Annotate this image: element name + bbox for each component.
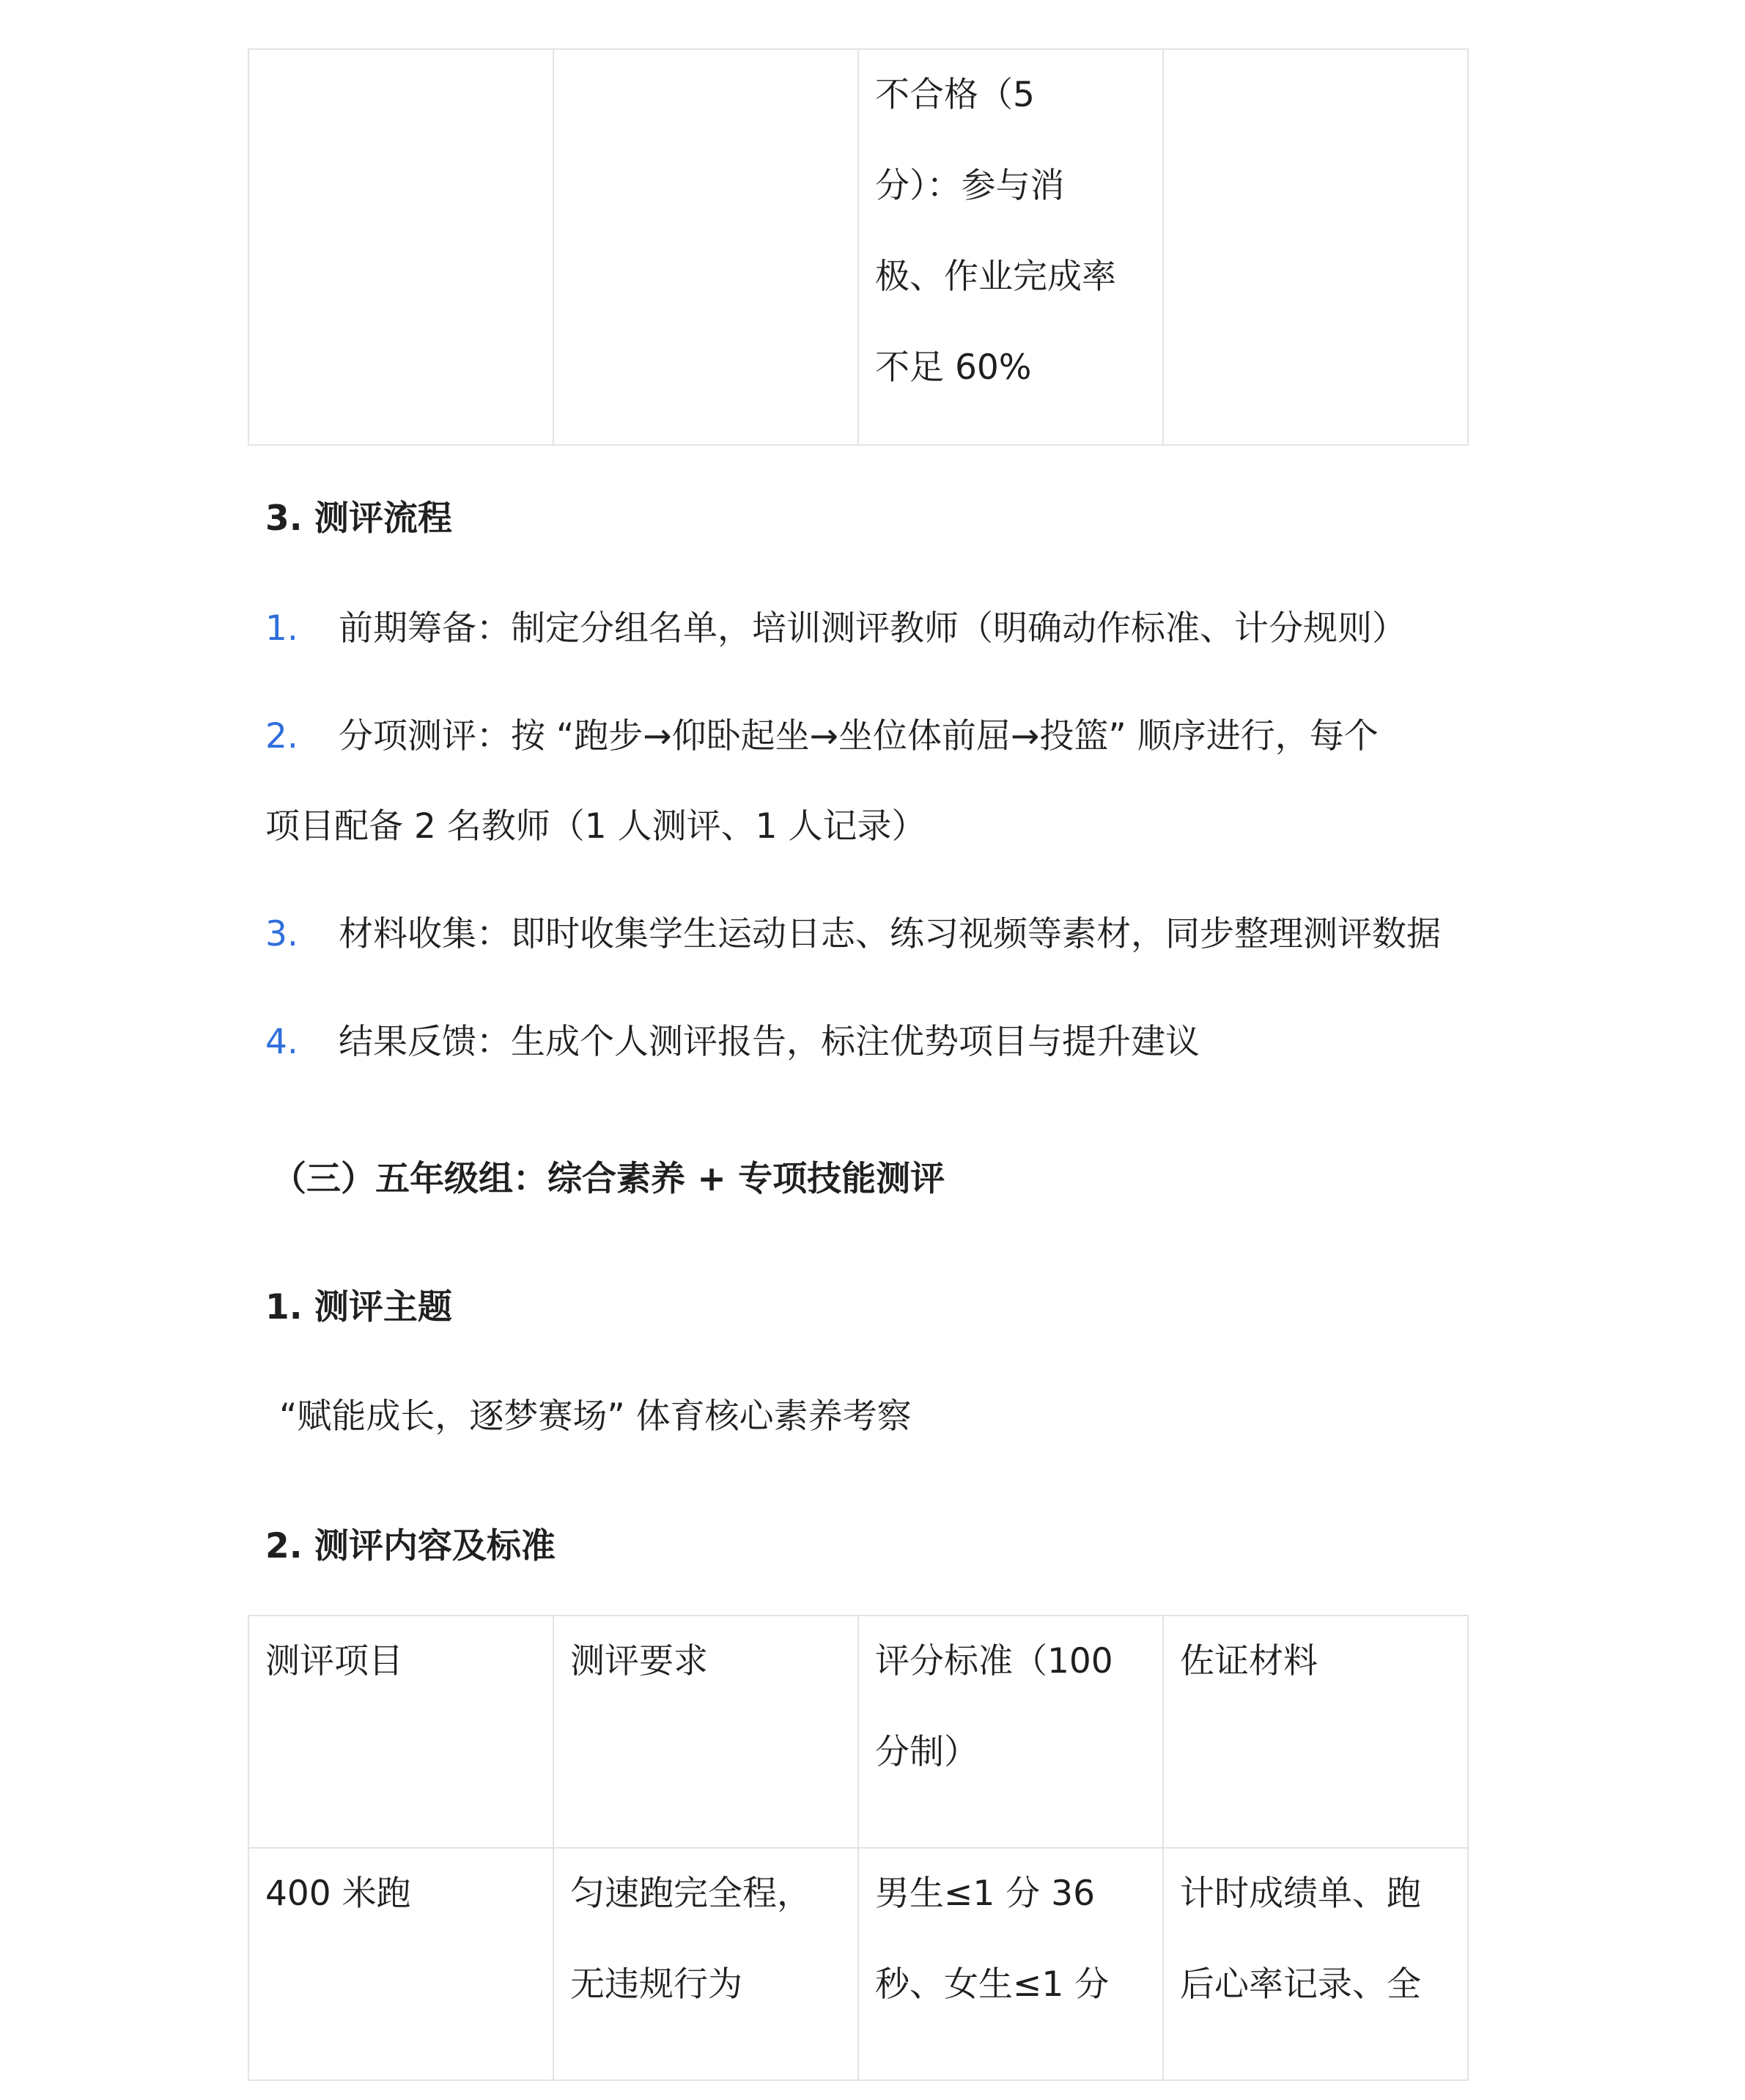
list-item [265, 601, 1406, 650]
table-cell [1163, 49, 1468, 445]
table-cell [1163, 1848, 1468, 2080]
cell-line: 后心率记录、全 [1180, 1964, 1421, 2005]
table-cell [248, 49, 553, 445]
standards-table-continued [248, 48, 1469, 446]
list-number: 1. [265, 608, 298, 649]
list-number: 2. [265, 716, 298, 756]
table-row [248, 1848, 1468, 2080]
list-text: 材料收集：即时收集学生运动日志、练习视频等素材，同步整理测评数据 [339, 914, 1441, 954]
list-item [265, 1014, 1200, 1064]
table-header-row [248, 1615, 1468, 1848]
cell-line: 不足 60% [875, 347, 1032, 388]
cell-line: 无违规行为 [570, 1964, 742, 2005]
table-row [248, 49, 1468, 445]
list-text: 分项测评：按 “跑步→仰卧起坐→坐位体前屈→投篮” 顺序进行，每个 [339, 716, 1379, 756]
list-item [265, 907, 1441, 956]
list-text: 结果反馈：生成个人测评报告，标注优势项目与提升建议 [339, 1022, 1200, 1062]
cell-line: 分制） [875, 1732, 978, 1772]
table-cell [553, 49, 858, 445]
standards-table [248, 1615, 1469, 2081]
table-cell [858, 1848, 1163, 2080]
cell-line: 不合格（5 [875, 75, 1035, 115]
table-cell-fail-standard [858, 49, 1163, 445]
cell-line: 测评项目 [265, 1641, 403, 1681]
theme-heading: 1. 测评主题 [265, 1287, 452, 1327]
cell-line: 秒、女生≤1 分 [875, 1964, 1110, 2005]
table-cell [248, 1848, 553, 2080]
theme-text: “赋能成长，逐梦赛场” 体育核心素养考察 [279, 1396, 912, 1437]
cell-line: 计时成绩单、跑 [1180, 1874, 1421, 1914]
cell-line: 400 米跑 [265, 1874, 411, 1914]
table-header-cell [858, 1615, 1163, 1848]
table-header-cell [553, 1615, 858, 1848]
content-heading: 2. 测评内容及标准 [265, 1526, 556, 1566]
list-item-continuation: 项目配备 2 名教师（1 人测评、1 人记录） [265, 806, 926, 847]
cell-line: 分）：参与消 [875, 166, 1065, 206]
cell-line: 极、作业完成率 [875, 257, 1116, 297]
list-text: 前期筹备：制定分组名单，培训测评教师（明确动作标准、计分规则） [339, 608, 1406, 649]
cell-line: 评分标准（100 [875, 1641, 1113, 1681]
list-item [265, 709, 1379, 758]
list-number: 4. [265, 1022, 298, 1062]
cell-line: 匀速跑完全程， [570, 1874, 811, 1914]
table-header-cell [1163, 1615, 1468, 1848]
list-number: 3. [265, 914, 298, 954]
cell-line: 测评要求 [570, 1641, 708, 1681]
table-cell [553, 1848, 858, 2080]
cell-line: 男生≤1 分 36 [875, 1874, 1095, 1914]
section-heading: （三）五年级组：综合素养 + 专项技能测评 [272, 1159, 945, 1199]
process-heading: 3. 测评流程 [265, 498, 452, 539]
cell-line: 佐证材料 [1180, 1641, 1318, 1681]
table-header-cell [248, 1615, 553, 1848]
